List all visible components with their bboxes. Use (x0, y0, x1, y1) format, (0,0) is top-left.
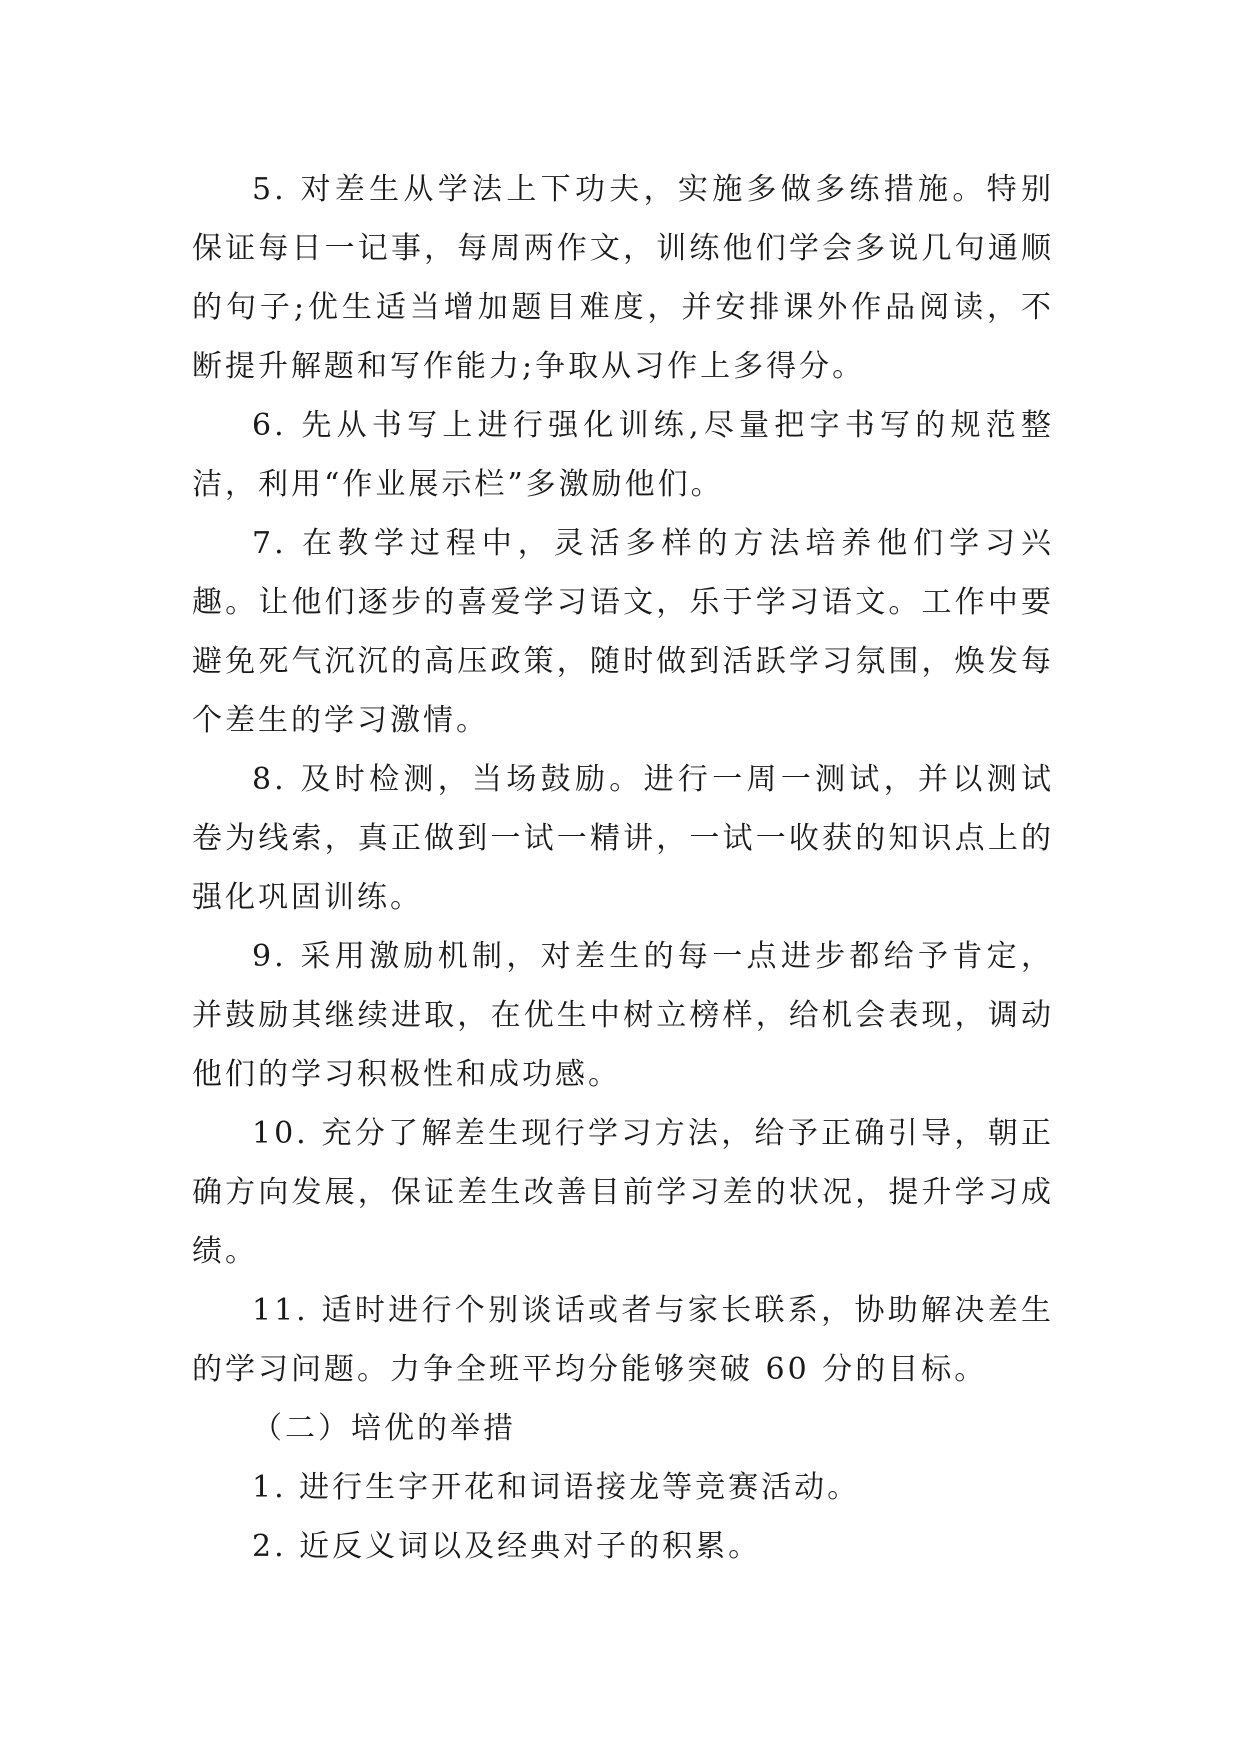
paragraph-5: 5. 对差生从学法上下功夫，实施多做多练措施。特别保证每日一记事，每周两作文，训练他们学会多说几句通顺的句子;优生适当增加题目难度，并安排课外作品阅读，不断提升解题和写作能力;争取从习作上多得分。 (192, 172, 1054, 384)
document-page (192, 160, 1054, 1576)
section-heading: （二）培优的举措 (252, 1411, 516, 1446)
paragraph-11: 11. 适时进行个别谈话或者与家长联系，协助解决差生的学习问题。力争全班平均分能够突破 60 分的目标。 (192, 1293, 1054, 1387)
paragraph-8: 8. 及时检测，当场鼓励。进行一周一测试，并以测试卷为线索，真正做到一试一精讲，一试一收获的知识点上的强化巩固训练。 (192, 762, 1054, 915)
paragraph-6: 6. 先从书写上进行强化训练,尽量把字书写的规范整洁，利用“作业展示栏”多激励他们。 (192, 408, 1054, 502)
paragraph-10: 10. 充分了解差生现行学习方法，给予正确引导，朝正确方向发展，保证差生改善目前学习差的状况，提升学习成绩。 (192, 1116, 1054, 1269)
list-item-1: 1. 进行生字开花和词语接龙等竞赛活动。 (252, 1470, 861, 1505)
paragraph-9: 9. 采用激励机制，对差生的每一点进步都给予肯定，并鼓励其继续进取，在优生中树立榜样，给机会表现，调动他们的学习积极性和成功感。 (192, 939, 1054, 1092)
list-item-2: 2. 近反义词以及经典对子的积累。 (252, 1529, 762, 1564)
paragraph-7: 7. 在教学过程中，灵活多样的方法培养他们学习兴趣。让他们逐步的喜爱学习语文，乐于学习语文。工作中要避免死气沉沉的高压政策，随时做到活跃学习氛围，焕发每个差生的学习激情。 (192, 526, 1054, 738)
